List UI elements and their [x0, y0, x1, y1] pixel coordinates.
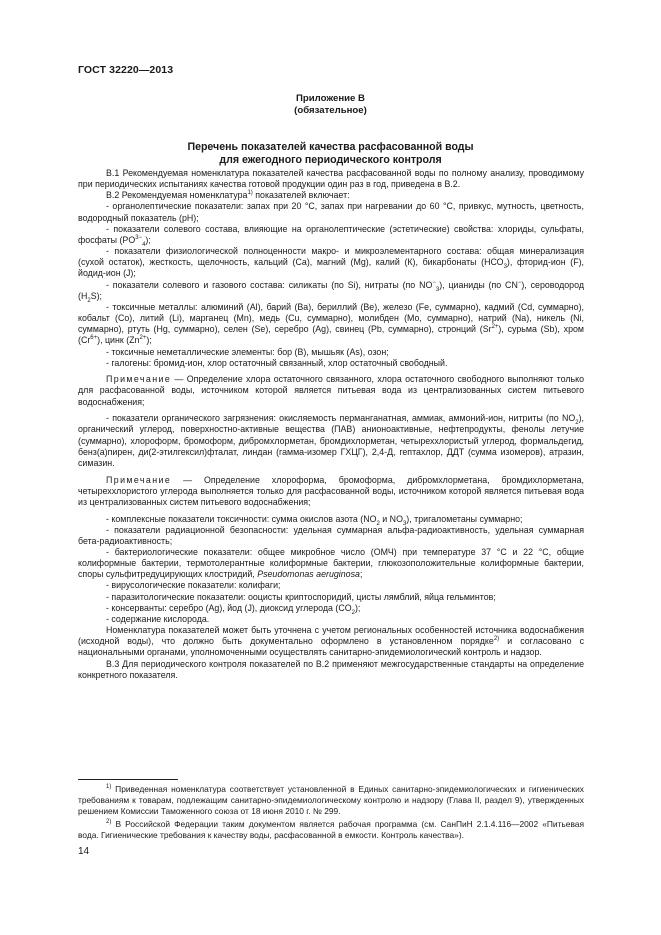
footnote-ref-1: 1) [247, 190, 253, 197]
paragraph-b2: В.2 Рекомендуемая номенклатура$^{1)}$ показателей включает: [106, 190, 350, 201]
list-item-salt-gas: - показатели солевого и газового состава: силикаты (по Si), нитраты (по $NO^-_3$), цианиды (по CN−), сероводород $(H_2S)$; [78, 279, 584, 304]
document-body [78, 168, 584, 681]
appendix-status: (обязательное) [294, 105, 367, 116]
section-title-line1: Перечень показателей качества расфасованной воды [187, 141, 474, 153]
footnote-2: $^{2)}$ В Российской Федерации таким документом является рабочая программа (см. СанПиН 2.1.4.116—2002 «Питьевая вода. Гигиенические требования к качеству воды, расфасованной в емкости. Контроль качества»). [78, 819, 584, 841]
footnote-1: $^{1)}$ Приведенная номенклатура соответствует установленной в Единых санитарно-эпидемиологических и гигиенических требованиям к товарам, подлежащим санитарно-эпидемиологическому контролю и надзору (Глава II, раздел 9), утвержденных решением Комиссии Таможенного союза от 18 июня 2010 г. № 299. [78, 784, 584, 816]
document-header: ГОСТ 32220—2013 [78, 64, 174, 76]
page-number: 14 [78, 846, 90, 857]
footnotes [78, 784, 584, 844]
paragraph-b3: В.3 Для периодического контроля показателей по В.2 применяют межгосударственные стандарты на определение конкретного показателя. [78, 658, 584, 680]
list-item-toxic-metals: - токсичные металлы: алюминий (Al), барий (Ва), бериллий (Be), железо (Fe, суммарно), кадмий (Cd, суммарно), кобальт (Со), литий (Li), марганец (Mn), медь (Cu, суммарно), молибден (Мо, суммарно), натрий (Na), никель (Ni, суммарно), ртуть (Hg, суммарно), селен (Se), серебро (Ag), свинец (Pb, суммарно), стронций $(Sr^{2+})$, сурьма (Sb), хром $(Cr^{6+})$, цинк $(Zn^{2+})$; [78, 301, 584, 346]
list-item-toxicity: - комплексные показатели токсичности: сумма окислов азота ($NO_2$ и $NO_3$), тригалометаны суммарно; [106, 513, 523, 527]
list-item-organoleptic: - органолептические показатели: запах при 20 °С, запах при нагревании до 60 °С, привкус, мутность, цветность, водородный показатель (pH); [78, 201, 584, 223]
paragraph-b1: В.1 Рекомендуемая номенклатура показателей качества расфасованной воды по полному анализу, проводимому при периодических испытаниях качества готовой продукции один раз в год, приведена в В.2. [78, 168, 584, 190]
paragraph-nomenclature: Номенклатура показателей может быть уточнена с учетом региональных особенностей источника водоснабжения (исходной воды), что должно быть документально оформлено в установленном порядке$^{2)}$ и согласовано с национальными органами, уполномоченными осуществлять санитарно-эпидемиологический контроль и надзор. [78, 625, 585, 658]
list-item-bacteriological: - бактериологические показатели: общее микробное число (ОМЧ) при температуре 37 °С и 22 °С, общие колиформные бактерии, термотолерантные колиформные бактерии, глюкозоположительные колиформные бактерии, споры сульфитредуцирующих клостридий, Pseudomonas aeruginosa; [78, 547, 584, 580]
list-item-physiological: - показатели физиологической полноценности макро- и микроэлементарного состава: общая минерализация (сухой остаток), жесткость, щелочность, кальций (Са), магний (Mg), калий (К), бикарбонаты $(НСО_3)$, фторид-ион (F), йодид-ион (J); [78, 246, 584, 279]
list-item-preservatives: - консерванты: серебро (Ag), йод (J), диоксид углерода $(CO_2)$; [106, 602, 361, 616]
list-item-parasitological: - паразитологические показатели: ооцисты криптоспоридий, цисты лямблий, яйца гельминтов; [106, 591, 496, 602]
section-title-line2: для ежегодного периодического контроля [219, 154, 442, 166]
list-item-organic: - показатели органического загрязнения: окисляемость перманганатная, аммиак, аммоний-ион, нитриты (по $NO_2$), органический углерод, поверхностно-активные вещества (ПАВ) анионоактивные, нефтепродукты, фенолы летучие (суммарно), хлороформ, бромоформ, дибромхлорметан, бромдихлорметан, четыреххлористый углерод, формальдегид, бенз(а)пирен, ди(2-этилгексил)фталат, линдан (гамма-изомер ГХЦГ), 2,4-Д, гептахлор, ДДТ (сумма изомеров), атразин, симазин. [78, 413, 584, 468]
list-item-virological: - вирусологические показатели: колифаги; [106, 580, 281, 591]
note-1: Примечание — Определение хлора остаточного связанного, хлора остаточного свободного выполняют только для расфасованной воды, источником которой является питьевая вода из централизованных систем питьевого водоснабжения; [78, 374, 584, 407]
list-item-halogens: - галогены: бромид-ион, хлор остаточный связанный, хлор остаточный свободный. [106, 357, 448, 368]
note-label: Примечание [106, 374, 172, 385]
list-item-radiation: - показатели радиационной безопасности: удельная суммарная альфа-радиоактивность, удельная суммарная бета-радиоактивность; [78, 524, 584, 546]
footnote-ref-2: 2) [493, 636, 500, 643]
note-2: Примечание — Определение хлороформа, бромоформа, дибромхлорметана, бромдихлорметана, четыреххлористого углерода выполняется только для расфасованной воды, источником которой является питьевая вода из централизованных систем питьевого водоснабжения; [78, 474, 584, 507]
list-item-salt-composition: - показатели солевого состава, влияющие на органолептические (эстетические) свойства: хлориды, сульфаты, фосфаты $(PO^{3-}_4)$; [78, 223, 584, 248]
note-label: Примечание [106, 474, 172, 485]
list-item-oxygen: - содержание кислорода. [106, 613, 210, 624]
appendix-label: Приложение В [296, 93, 365, 104]
list-item-nonmetals: - токсичные неметаллические элементы: бор (В), мышьяк (As), озон; [106, 346, 389, 357]
footnote-divider [78, 779, 178, 780]
